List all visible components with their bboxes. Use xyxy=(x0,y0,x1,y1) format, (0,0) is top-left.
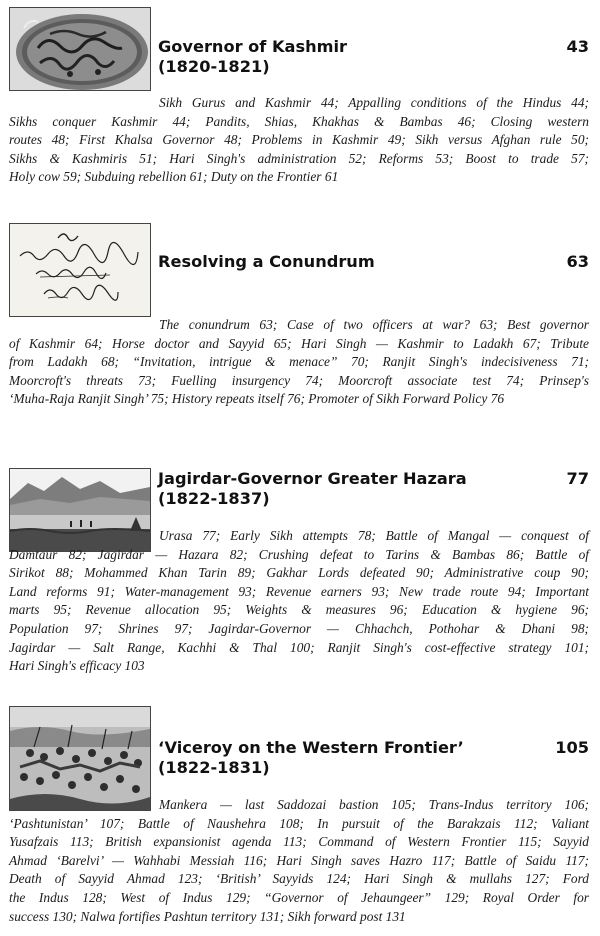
contents-line: of Kashmir 64; Horse doctor and Sayyid 65; Hari Singh — Kashmir to Ladakh 67; Tribute xyxy=(9,335,589,351)
battle-illustration xyxy=(10,707,150,810)
handwritten-letter-image xyxy=(9,223,151,317)
chapter-title: Governor of Kashmir (1820-1821) xyxy=(158,37,348,76)
contents-line: The conundrum 63; Case of two officers at war? 63; Best governor xyxy=(159,317,589,332)
contents-line: Jagirdar — Salt Range, Kachhi & Thal 100; Ranjit Singh's cost-effective strategy 101; xyxy=(9,639,589,655)
contents-line: ‘Pashtunistan’ 107; Battle of Naushehra 108; In pursuit of the Barakzais 112; Valiant xyxy=(9,815,589,831)
contents-line: Damtaur 82; Jagirdar — Hazara 82; Crushing defeat to Tarins & Bambas 86; Battle of xyxy=(9,546,589,562)
contents-line: ‘Muha-Raja Ranjit Singh’ 75; History repeats itself 76; Promoter of Sikh Forward Policy 76 xyxy=(9,391,505,407)
contents-line: Yusafzais 113; British expansionist agenda 113; Command of Western Frontier 115; Sayyid xyxy=(9,834,589,850)
chapter-contents xyxy=(9,94,589,187)
contents-line: Hari Singh's efficacy 103 xyxy=(9,658,145,674)
contents-line: from Ladakh 68; “Invitation, intrigue & menace” 70; Ranjit Singh's indecisiveness 71; xyxy=(9,354,589,370)
contents-line: Mankera — last Saddozai bastion 105; Trans-Indus territory 106; xyxy=(159,797,589,812)
contents-line: marts 95; Revenue allocation 95; Weights & measures 96; Education & hygiene 96; xyxy=(9,602,589,618)
contents-line: Sirikot 88; Mohammed Khan Tarin 89; Gakhar Lords defeated 90; Administrative coup 90; xyxy=(9,565,589,581)
chapter-title: Resolving a Conundrum xyxy=(158,252,375,271)
chapter-title: Jagirdar-Governor Greater Hazara (1822-1837) xyxy=(158,469,467,508)
contents-line: Population 97; Shrines 97; Jagirdar-Governor — Chhachch, Pothohar & Dhani 98; xyxy=(9,620,589,636)
contents-line: Death of Sayyid Ahmad 123; ‘British’ Sayyids 124; Hari Singh & mullahs 127; Ford xyxy=(9,871,589,887)
chapter-contents xyxy=(9,527,589,676)
contents-line: Sikhs conquer Kashmir 44; Pandits, Shias, Khakhas & Bambas 46; Closing western xyxy=(9,113,589,129)
contents-line: routes 48; First Khalsa Governor 48; Problems in Kashmir 49; Sikh versus Afghan rule 50; xyxy=(9,132,589,148)
contents-line: Holy cow 59; Subduing rebellion 61; Duty on the Frontier 61 xyxy=(9,169,339,185)
contents-line: Moorcroft's threats 73; Fuelling insurgency 74; Moorcroft associate test 74; Prinsep's xyxy=(9,372,589,388)
chapter-page-number: 43 xyxy=(566,37,589,56)
contents-line: Sikhs & Kashmiris 51; Hari Singh's administration 52; Reforms 53; Boost to trade 57; xyxy=(9,150,589,166)
silver-coin-image xyxy=(9,7,151,91)
chapter-page-number: 63 xyxy=(566,252,589,271)
chapter-contents xyxy=(9,796,589,926)
contents-line: success 130; Nalwa fortifies Pashtun territory 131; Sikh forward post 131 xyxy=(9,908,406,924)
contents-line: Urasa 77; Early Sikh attempts 78; Battle of Mangal — conquest of xyxy=(159,528,589,543)
contents-line: Land reforms 91; Water-management 93; Revenue earners 93; New trade route 94; Important xyxy=(9,583,589,599)
contents-line: Sikh Gurus and Kashmir 44; Appalling conditions of the Hindus 44; xyxy=(159,95,589,110)
chapter-page-number: 105 xyxy=(555,738,589,757)
contents-line: Ahmad ‘Barelvi’ — Wahhabi Messiah 116; Hari Singh saves Hazro 117; Battle of Saidu 117; xyxy=(9,852,589,868)
chapter-page-number: 77 xyxy=(566,469,589,488)
chapter-title: ‘Viceroy on the Western Frontier’ (1822-1831) xyxy=(158,738,464,777)
coin-illustration xyxy=(10,8,150,90)
contents-line: the Indus 128; West of Indus 129; “Governor of Jehaungeer” 129; Royal Order for xyxy=(9,889,589,905)
letter-illustration xyxy=(10,224,150,316)
chapter-contents xyxy=(9,316,589,409)
